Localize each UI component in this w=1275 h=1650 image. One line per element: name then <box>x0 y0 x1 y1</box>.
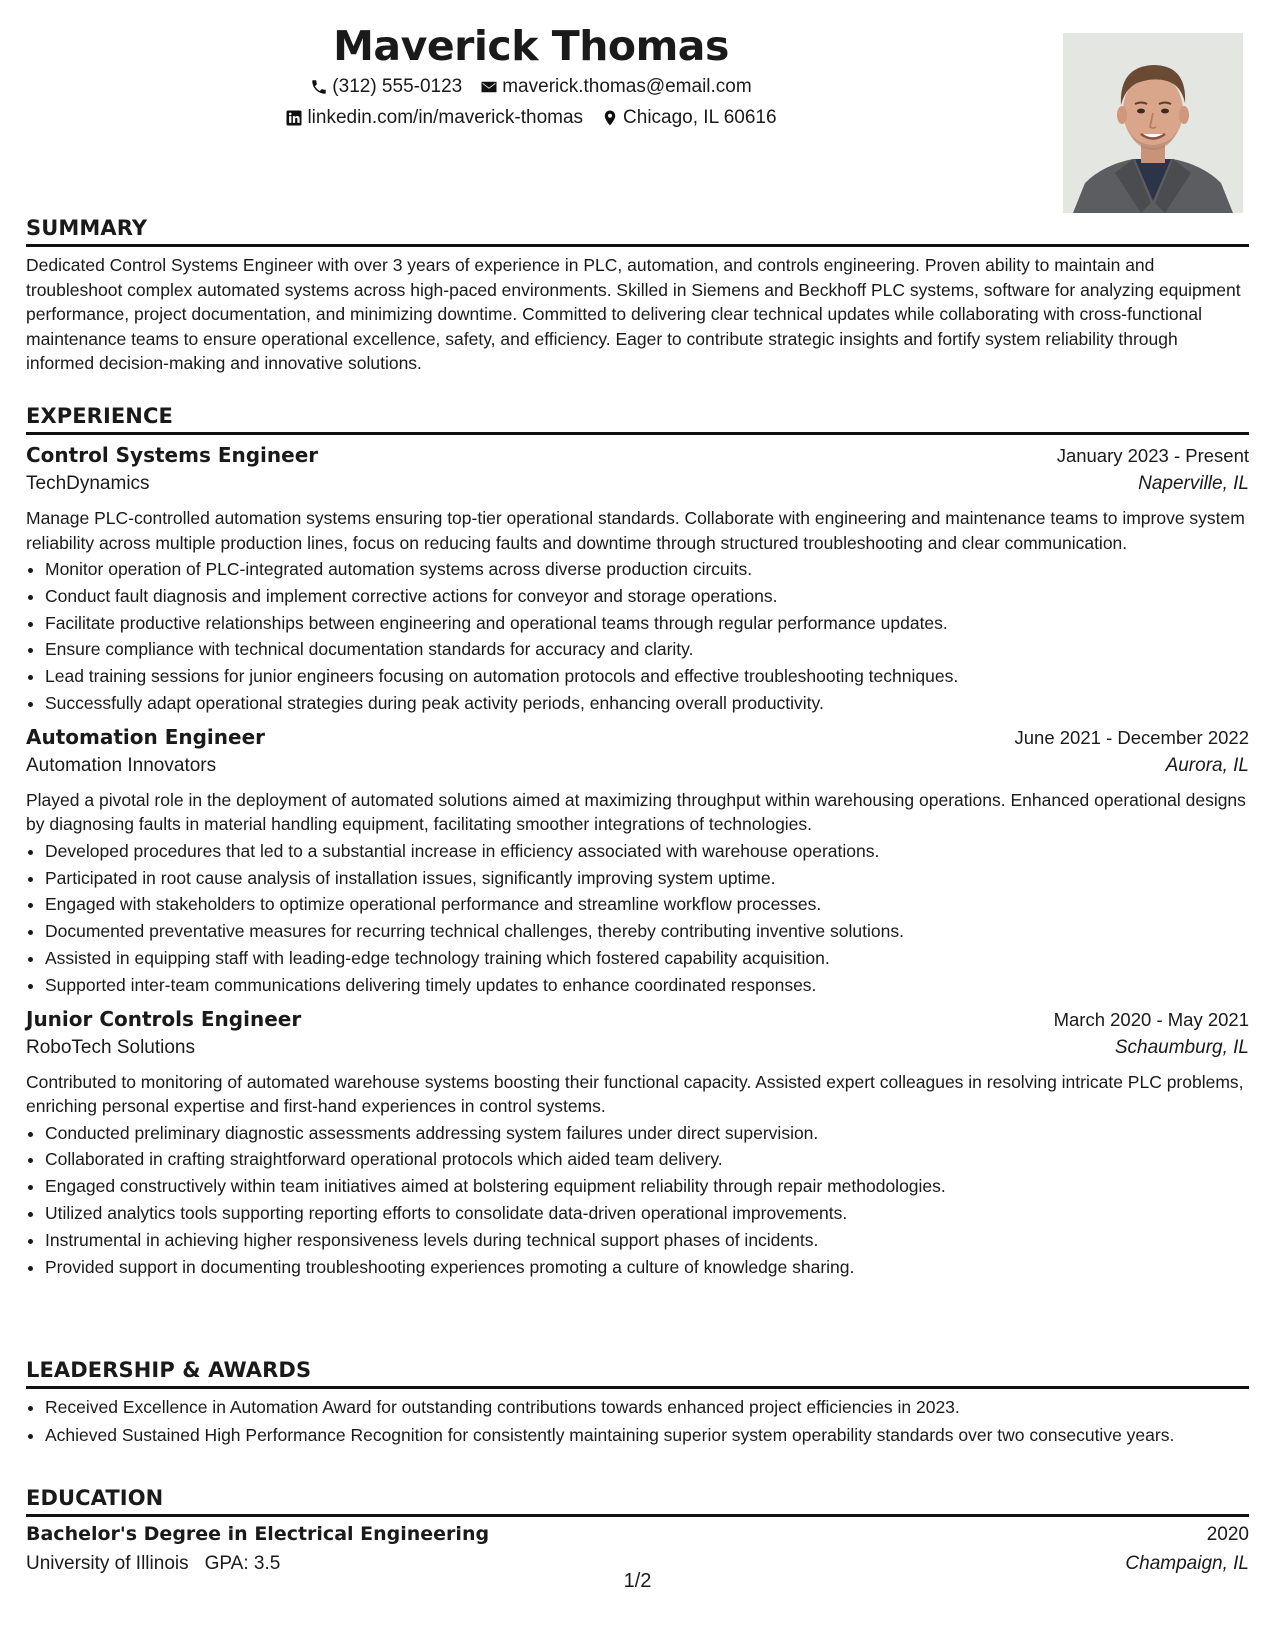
education-location: Champaign, IL <box>1125 1553 1249 1574</box>
page-number: 1/2 <box>623 1570 652 1592</box>
envelope-icon <box>480 78 498 96</box>
contact-location <box>601 107 777 129</box>
contact-row-2 <box>26 107 1036 129</box>
list-item: • Facilitate productive relationships between engineering and operational teams through regular performance updates. <box>45 610 1249 637</box>
list-item: • Engaged with stakeholders to optimize operational performance and streamline workflow processes. <box>45 891 1249 918</box>
leadership-bullets <box>26 1395 1249 1447</box>
contact-email[interactable] <box>480 76 751 98</box>
list-item: • Received Excellence in Automation Award for outstanding contributions towards enhanced project efficiencies in 2023. <box>45 1395 1249 1420</box>
job-dates: January 2023 - Present <box>1056 445 1249 466</box>
job-bullets <box>26 556 1249 717</box>
list-item: • Lead training sessions for junior engineers focusing on automation protocols and effective troubleshooting techniques. <box>45 663 1249 690</box>
phone-icon <box>310 78 328 96</box>
contact-row-1 <box>26 76 1036 98</box>
contact-phone[interactable] <box>310 76 462 98</box>
list-item: • Developed procedures that led to a substantial increase in efficiency associated with warehouse operations. <box>45 838 1249 865</box>
education-gpa: GPA: 3.5 <box>204 1553 281 1574</box>
job-description: Played a pivotal role in the deployment of automated solutions aimed at maximizing throughput within warehousing operations. Enhanced operational designs by diagnosing faults in material handling equipment, facilitating smoother integrations of technologies. <box>26 789 1246 835</box>
profile-photo-image <box>1063 33 1243 213</box>
education-school: University of Illinois <box>26 1553 189 1574</box>
job-bullets <box>26 838 1249 999</box>
list-item: • Engaged constructively within team initiatives aimed at bolstering equipment reliability through repair methodologies. <box>45 1173 1249 1200</box>
experience-section <box>26 404 1249 1280</box>
education-degree: Bachelor's Degree in Electrical Engineering <box>26 1523 490 1545</box>
leadership-section <box>26 1358 1249 1447</box>
list-item: • Conduct fault diagnosis and implement corrective actions for conveyor and storage operations. <box>45 583 1249 610</box>
job-entry <box>26 725 1249 999</box>
job-bullets <box>26 1120 1249 1281</box>
job-entry <box>26 443 1249 717</box>
phone-text: (312) 555-0123 <box>332 76 463 97</box>
list-item: • Participated in root cause analysis of installation issues, significantly improving system uptime. <box>45 865 1249 892</box>
summary-title: SUMMARY <box>26 216 1249 247</box>
list-item: • Supported inter-team communications delivering timely updates to enhance coordinated responses. <box>45 972 1249 999</box>
education-section <box>26 1486 1249 1583</box>
list-item: • Achieved Sustained High Performance Recognition for consistently maintaining superior system operability standards over two consecutive years. <box>45 1423 1249 1448</box>
education-title: EDUCATION <box>26 1486 1249 1517</box>
location-text: Chicago, IL 60616 <box>623 107 777 128</box>
job-location: Schaumburg, IL <box>1114 1036 1249 1058</box>
education-year: 2020 <box>1206 1524 1249 1545</box>
list-item: • Utilized analytics tools supporting reporting efforts to consolidate data-driven operational improvements. <box>45 1200 1249 1227</box>
list-item: • Provided support in documenting troubleshooting experiences promoting a culture of knowledge sharing. <box>45 1254 1249 1281</box>
job-location: Aurora, IL <box>1165 754 1249 776</box>
list-item: • Monitor operation of PLC-integrated automation systems across diverse production circuits. <box>45 556 1249 583</box>
job-title: Junior Controls Engineer <box>26 1006 302 1031</box>
job-title: Automation Engineer <box>26 724 266 749</box>
job-dates: June 2021 - December 2022 <box>1014 726 1249 748</box>
list-item: • Collaborated in crafting straightforward operational protocols which aided team delivery. <box>45 1146 1249 1173</box>
leadership-title: LEADERSHIP & AWARDS <box>26 1358 1249 1389</box>
email-text: maverick.thomas@email.com <box>502 76 752 97</box>
summary-text: Dedicated Control Systems Engineer with over 3 years of experience in PLC, automation, and controls engineering. Proven ability to maintain and troubleshoot complex automated systems across high-paced environments. Skilled in Siemens and Beckhoff PLC systems, software for analyzing equipment performance, project documentation, and minimizing downtime. Committed to delivering clear technical updates while collaborating with cross-functional maintenance teams to ensure operational excellence, safety, and efficiency. Eager to contribute strategic insights and fortify system reliability through informed decision-making and innovative solutions. <box>26 255 1241 373</box>
list-item: • Documented preventative measures for recurring technical challenges, thereby contributing inventive solutions. <box>45 918 1249 945</box>
resume-header <box>26 18 1036 129</box>
linkedin-icon <box>285 109 303 127</box>
list-item: • Conducted preliminary diagnostic assessments addressing system failures under direct supervision. <box>45 1120 1249 1147</box>
list-item: • Assisted in equipping staff with leading-edge technology training which fostered capability acquisition. <box>45 945 1249 972</box>
job-location: Naperville, IL <box>1138 473 1249 494</box>
job-company: RoboTech Solutions <box>26 1036 195 1058</box>
candidate-name: Maverick Thomas <box>333 22 729 70</box>
list-item: • Ensure compliance with technical documentation standards for accuracy and clarity. <box>45 636 1249 663</box>
list-item: • Instrumental in achieving higher responsiveness levels during technical support phases of incidents. <box>45 1227 1249 1254</box>
experience-title: EXPERIENCE <box>26 404 1249 435</box>
job-company: TechDynamics <box>26 473 150 494</box>
job-description: Manage PLC-controlled automation systems ensuring top-tier operational standards. Collaborate with engineering and maintenance teams to improve system reliability across multiple production lines, focus on reducing faults and downtime through structured troubleshooting and clear communication. <box>26 508 1245 553</box>
contact-linkedin[interactable] <box>285 107 583 129</box>
list-item: • Successfully adapt operational strategies during peak activity periods, enhancing overall productivity. <box>45 690 1249 717</box>
job-dates: March 2020 - May 2021 <box>1053 1008 1249 1030</box>
summary-section <box>26 216 1249 376</box>
job-entry <box>26 1007 1249 1281</box>
profile-photo <box>1063 33 1243 213</box>
job-description: Contributed to monitoring of automated warehouse systems boosting their functional capacity. Assisted expert colleagues in resolving intricate PLC problems, enriching personal expertise and first-hand experiences in control systems. <box>26 1071 1244 1117</box>
linkedin-text: linkedin.com/in/maverick-thomas <box>307 107 584 128</box>
job-company: Automation Innovators <box>26 754 217 776</box>
job-title: Control Systems Engineer <box>26 443 319 467</box>
map-pin-icon <box>601 109 619 127</box>
